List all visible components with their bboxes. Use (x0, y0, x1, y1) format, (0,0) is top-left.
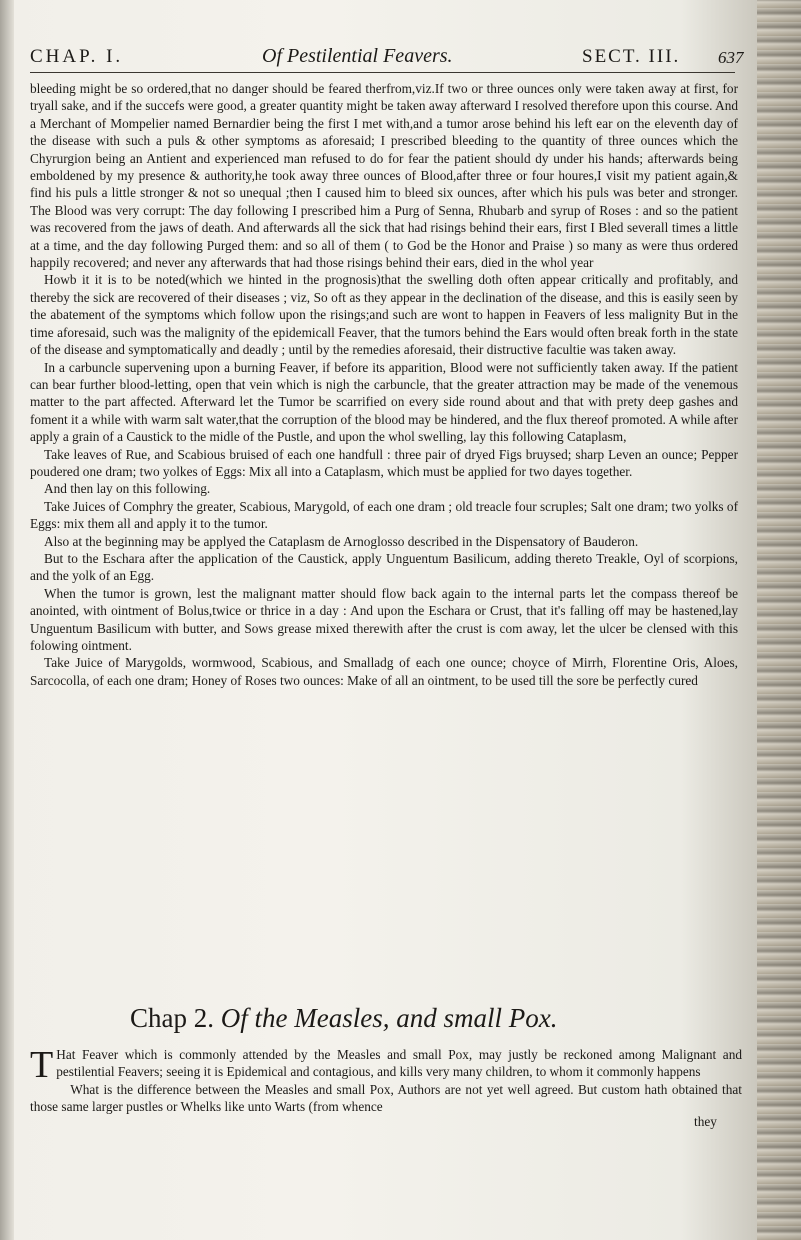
page-number: 637 (718, 48, 744, 67)
header-rule (30, 72, 735, 73)
recipe-juices: Take Juices of Comphry the greater, Scabious, Marygold, of each one dram ; old treacle four scruples; Salt one dram; two yolks of Eggs: mix them all and apply it to the tumor. (30, 498, 738, 532)
paragraph-then: And then lay on this following. (44, 481, 211, 497)
recipe-cataplasm: Take leaves of Rue, and Scabious bruised of each one handfull : three pair of dryed Figs bruysed; sharp Leven an ounce; Pepper poudered one dram; two yolkes of Eggs: Mix all into a Cataplasm, which must be applied for two dayes together. (30, 446, 738, 479)
chapter-body (30, 1046, 742, 1116)
header-title: Of Pestilential Feavers. (262, 45, 453, 67)
chapter-heading (130, 1003, 670, 1034)
paragraph-bleeding: bleeding might be so ordered,that no danger should be feared therfrom,viz.If two or three ounces only were taken away at first, for tryall sake, and if the succefs were good, a greater quantity might be taken away afterward I resolved therefore upon this course. And a Merchant of Mompelier named Bernardier being the first I met with,and a tumor arose behind his left ear on the eleventh day of the disease with such a puls & other symptoms as aforesaid; I prescribed bleeding to the quantity of three ounces which the Chyrurgion being an Antient and experienced man refused to do for fear the patient should dy under his hands; afterwards being emboldened by my presence & authority,he took away three ounces of Blood,after three or four houres,I visit my patient again,& find his puls a little stronger & not so unequal ;then I caused him to bleed six ounces, after which his puls was beter and stronger. The Blood was very corrupt: The day following I prescribed him a Purg of Senna, Rhubarb and syrup of Roses : and so the patient was recovered from the jaws of death. And afterwards all the sick that had risings behind their ears, first I Bled severall times a little at a time, and the day following Purged them: and so all of them ( to God be the Honor and Praise ) so many as were thus ordered happily recovered; and never any afterwards that had those risings behind their ears, died in the whol year (30, 81, 738, 271)
catchword: they (694, 1114, 717, 1129)
paragraph-arnoglosso: Also at the beginning may be applyed the Cataplasm de Arnoglosso described in the Dispensatory of Bauderon. (44, 533, 639, 549)
section-body (30, 80, 738, 689)
page-left-shadow (0, 0, 14, 1240)
header-chapter: CHAP. I. (30, 46, 124, 67)
chapter-title: Of the Measles, and small Pox. (220, 1003, 558, 1033)
page-right-edge (757, 0, 801, 1240)
chapter-number: Chap 2. (130, 1003, 214, 1033)
paragraph-eschara: But to the Eschara after the application of the Caustick, apply Unguentum Basilicum, adding thereto Treakle, Oyl of scorpions, and the yolk of an Egg. (30, 550, 738, 584)
chapter-paragraph-2: What is the difference between the Measles and small Pox, Authors are not yet well agreed. But custom hath obtained that those same larger pustles or Whelks like unto Warts (from whence (30, 1081, 742, 1115)
paragraph-swelling: Howb it it is to be noted(which we hinted in the prognosis)that the swelling doth often appear critically and profitably, and thereby the sick are recovered of their diseases ; viz, So oft as they appear in the declination of the disease, and this is easily seen by the abatement of the symptoms which follow upon the risings;and such are wont to happen in Feavers of less malignity But in the time aforesaid, such was the malignity of the epidemicall Feaver, that the tumors behind the Ears would often break forth in the state of the disease and symptomatically and deadly ; until by the remedies aforesaid, their distructive facultie was taken away. (30, 272, 738, 358)
running-header (30, 46, 742, 72)
paragraph-tumor-grown: When the tumor is grown, lest the malignant matter should flow back again to the internal parts let the compass thereof be anointed, with ointment of Bolus,twice or thrice in a day : And upon the Eschara or Crust, that it's falling off may be hastened,lay Unguentum Basilicum with butter, and Sows grease mixed therewith after the crust is com away, let the ulcer be clensed with this folowing ointment. (30, 585, 738, 653)
header-section: SECT. III. (582, 46, 681, 67)
recipe-ointment: Take Juice of Marygolds, wormwood, Scabious, and Smalladg of each one ounce; choyce of Mirrh, Florentine Oris, Aloes, Sarcocolla, of each one dram; Honey of Roses two ounces: Make of all an ointment, to be used till the sore be perfectly cured (30, 655, 738, 688)
drop-capital: T (30, 1044, 54, 1086)
chapter-paragraph-1 (30, 1044, 742, 1086)
paragraph-carbuncle: In a carbuncle supervening upon a burning Feaver, if before its apparition, Blood were not sufficiently taken away. If the patient can bear further blood-letting, open that vein which is nigh the carbuncle, that the greater attraction may be made of the venemous matter to the part affected. Afterward let the Tumor be scarrified on every side round about and that with prety deep gashes and foment it a while with warm salt water,that the corruption of the blood may be hindered, and the flux thereof promoted. A while after apply a grain of a Caustick to the midle of the Pustle, and upon the whol swelling, lay this following Cataplasm, (30, 359, 738, 445)
chapter-paragraph-1-text: Hat Feaver which is commonly attended by the Measles and small Pox, may justly be reckoned among Malignant and pestilential Feavers; seeing it is Epidemical and contagious, and kills very many children, to whom it commonly happens (56, 1047, 742, 1080)
